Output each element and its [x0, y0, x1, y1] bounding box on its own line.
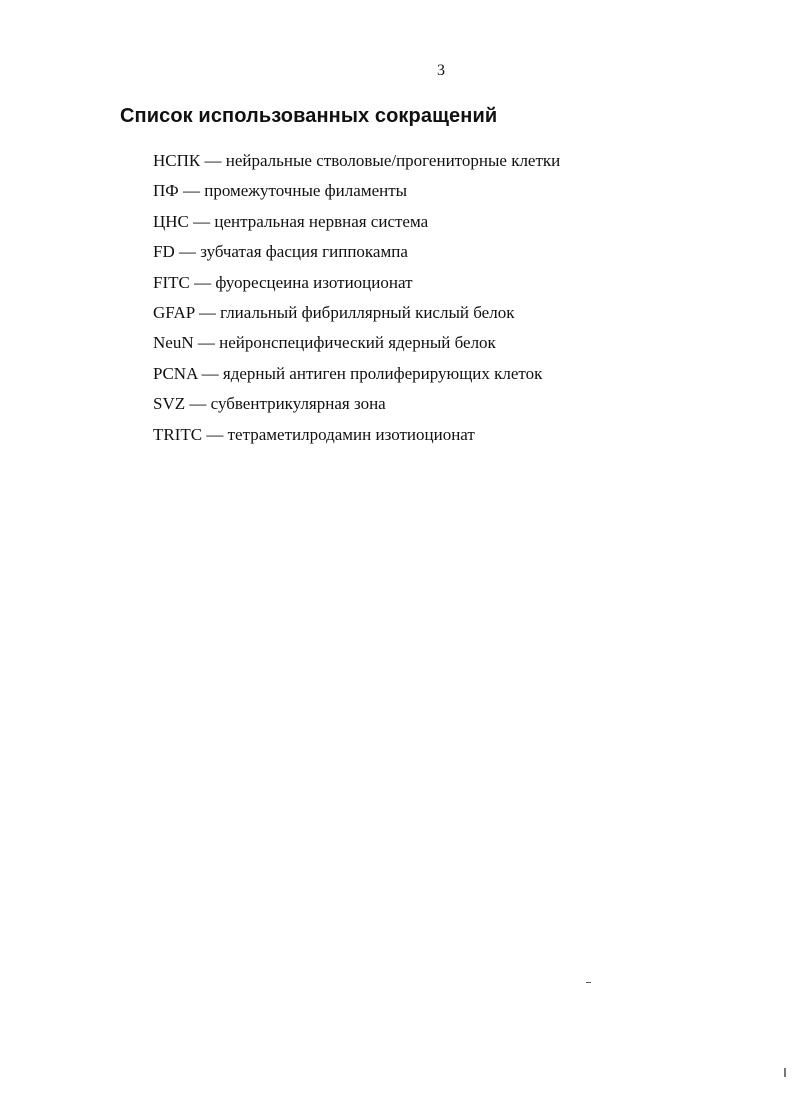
abbreviation-list [153, 148, 560, 452]
abbreviation-item [153, 330, 560, 360]
abbreviation-item [153, 239, 560, 269]
abbreviation-separator: — [202, 424, 228, 444]
abbreviation-separator: — [197, 363, 223, 383]
abbreviation-term: ЦНС [153, 211, 189, 231]
abbreviation-separator: — [193, 333, 220, 353]
abbreviation-separator: — [189, 272, 216, 292]
abbreviation-definition: ядерный антиген пролиферирующих клеток [222, 363, 543, 383]
abbreviation-definition: субвентрикулярная зона [210, 394, 386, 414]
abbreviation-item [153, 391, 560, 421]
abbreviation-separator: — [178, 181, 205, 201]
abbreviation-item [153, 300, 560, 330]
abbreviation-term: PCNA [153, 363, 198, 383]
abbreviation-definition: фуоресцеина изотиоционат [215, 272, 413, 292]
page-number: 3 [437, 62, 445, 79]
scan-artifact-dash [586, 982, 591, 983]
abbreviation-item [153, 422, 560, 452]
abbreviation-term: НСПК [153, 151, 201, 170]
abbreviation-separator: — [200, 151, 226, 170]
abbreviation-term: NeuN [153, 333, 194, 353]
abbreviation-separator: — [194, 302, 221, 322]
abbreviation-definition: нейральные стволовые/прогениторные клетки [225, 151, 561, 170]
abbreviation-definition: тетраметилродамин изотиоционат [227, 424, 475, 444]
abbreviation-term: GFAP [153, 302, 195, 322]
abbreviation-definition: нейронспецифический ядерный белок [219, 333, 496, 353]
abbreviation-item [153, 270, 560, 300]
abbreviation-term: FITC [153, 272, 190, 292]
abbreviation-term: FD [153, 242, 175, 262]
abbreviation-item [153, 361, 560, 391]
abbreviation-term: TRITC [153, 424, 203, 444]
abbreviation-definition: зубчатая фасция гиппокампа [200, 242, 408, 262]
abbreviation-separator: — [188, 211, 215, 231]
abbreviation-separator: — [174, 242, 201, 262]
abbreviation-item [153, 178, 560, 208]
scan-artifact-mark [784, 1068, 786, 1077]
abbreviation-item [153, 209, 560, 239]
abbreviation-definition: центральная нервная система [214, 211, 429, 231]
abbreviation-item [153, 148, 560, 178]
abbreviation-separator: — [185, 394, 211, 414]
abbreviation-term: SVZ [153, 394, 186, 414]
abbreviation-term: ПФ [153, 181, 179, 201]
abbreviation-definition: глиальный фибриллярный кислый белок [220, 302, 515, 322]
section-title: Список использованных сокращений [120, 105, 498, 127]
abbreviation-definition: промежуточные филаменты [204, 181, 408, 201]
